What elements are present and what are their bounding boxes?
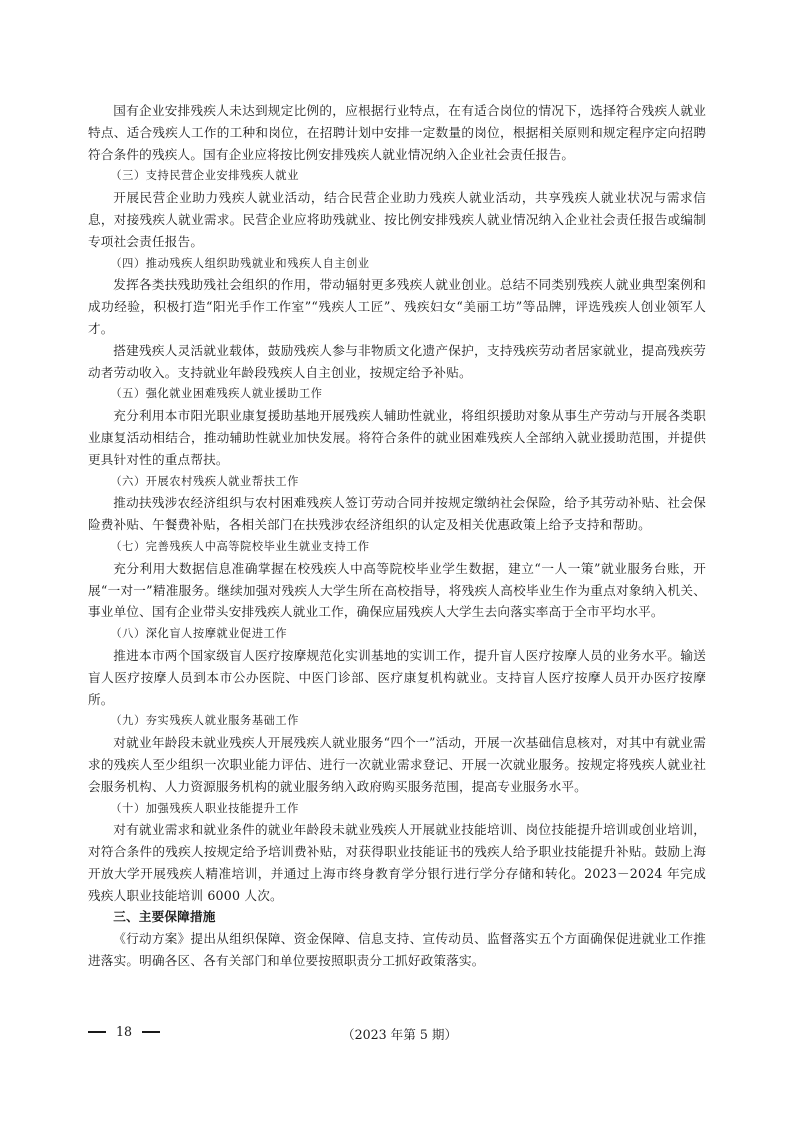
dash-right — [142, 1031, 160, 1033]
paragraph: 《行动方案》提出从组织保障、资金保障、信息支持、宣传动员、监督落实五个方面确保促进就业工作推进落实。明确各区、各有关部门和单位要按照职责分工抓好政策落实。 — [88, 931, 706, 969]
paragraph: 充分利用大数据信息准确掌握在校残疾人中高等院校毕业学生数据，建立“一人一策”就业服务台账，开展“一对一”精准服务。继续加强对残疾人大学生所在高校指导，将残疾人高校毕业生作为重点对象纳入机关、事业单位、国有企业带头安排残疾人就业工作，确保应届残疾人大学生去向落实率高于全市平均水平。 — [88, 560, 706, 620]
subheading: （六）开展农村残疾人就业帮扶工作 — [110, 474, 299, 488]
subheading: （七）完善残疾人中高等院校毕业生就业支持工作 — [110, 539, 370, 553]
paragraph: 充分利用本市阳光职业康复援助基地开展残疾人辅助性就业，将组织援助对象从事生产劳动与开展各类职业康复活动相结合，推动辅助性就业加快发展。将符合条件的就业困难残疾人全部纳入就业援助范围，并提供更具针对性的重点帮扶。 — [88, 408, 706, 467]
paragraph: 发挥各类扶残助残社会组织的作用，带动辐射更多残疾人就业创业。总结不同类别残疾人就业典型案例和成功经验，积极打造“阳光手作工作室”“残疾人工匠”、残疾妇女“美丽工坊”等品牌，评选残疾人创业领军人才。 — [88, 277, 706, 336]
subheading: （五）强化就业困难残疾人就业援助工作 — [110, 387, 323, 401]
subheading: （九）夯实残疾人就业服务基础工作 — [110, 714, 299, 728]
paragraph: 对就业年龄段未就业残疾人开展残疾人就业服务“四个一”活动，开展一次基础信息核对，对其中有就业需求的残疾人至少组织一次职业能力评估、进行一次就业需求登记、开展一次就业服务。按规定将残疾人就业社会服务机构、人力资源服务机构的就业服务纳入政府购买服务范围，提高专业服务水平。 — [88, 735, 706, 794]
dash-left — [88, 1031, 106, 1033]
paragraph: 国有企业安排残疾人未达到规定比例的，应根据行业特点，在有适合岗位的情况下，选择符合残疾人就业特点、适合残疾人工作的工种和岗位，在招聘计划中安排一定数量的岗位，根据相关原则和规定程序定向招聘符合条件的残疾人。国有企业应将按比例安排残疾人就业情况纳入企业社会责任报告。 — [88, 103, 706, 162]
paragraph: 开展民营企业助力残疾人就业活动，结合民营企业助力残疾人就业活动，共享残疾人就业状况与需求信息，对接残疾人就业需求。民营企业应将助残就业、按比例安排残疾人就业情况纳入企业社会责任报告或编制专项社会责任报告。 — [88, 190, 706, 249]
paragraph: 推动扶残涉农经济组织与农村困难残疾人签订劳动合同并按规定缴纳社会保险，给予其劳动补贴、社会保险费补贴、午餐费补贴，各相关部门在扶残涉农经济组织的认定及相关优惠政策上给予支持和帮助。 — [88, 495, 706, 533]
page-number: 18 — [116, 1024, 133, 1039]
subheading: （十）加强残疾人职业技能提升工作 — [110, 801, 299, 815]
subheading: （四）推动残疾人组织助残就业和残疾人自主创业 — [110, 256, 370, 270]
page-body — [88, 100, 706, 972]
paragraph: 搭建残疾人灵活就业载体，鼓励残疾人参与非物质文化遗产保护，支持残疾劳动者居家就业，提高残疾劳动者劳动收入。支持就业年龄段残疾人自主创业，按规定给予补贴。 — [88, 342, 706, 380]
page-number-block — [88, 1024, 160, 1039]
page-footer — [88, 1024, 706, 1048]
section-heading: 三、主要保障措施 — [113, 909, 216, 925]
subheading: （八）深化盲人按摩就业促进工作 — [110, 627, 288, 641]
paragraph: 推进本市两个国家级盲人医疗按摩规范化实训基地的实训工作，提升盲人医疗按摩人员的业务水平。输送盲人医疗按摩人员到本市公办医院、中医门诊部、医疗康复机构就业。支持盲人医疗按摩人员开办医疗按摩所。 — [88, 647, 706, 707]
paragraph: 对有就业需求和就业条件的就业年龄段未就业残疾人开展就业技能培训、岗位技能提升培训或创业培训，对符合条件的残疾人按规定给予培训费补贴，对获得职业技能证书的残疾人给予职业技能提升补贴。鼓励上海开放大学开展残疾人精准培训，并通过上海市终身教育学分银行进行学分存储和转化。2023－2024 年完成残疾人职业技能培训 6000 人次。 — [88, 822, 706, 903]
issue-label: （2023 年第 5 期） — [342, 1027, 458, 1042]
subheading: （三）支持民营企业安排残疾人就业 — [110, 169, 299, 183]
